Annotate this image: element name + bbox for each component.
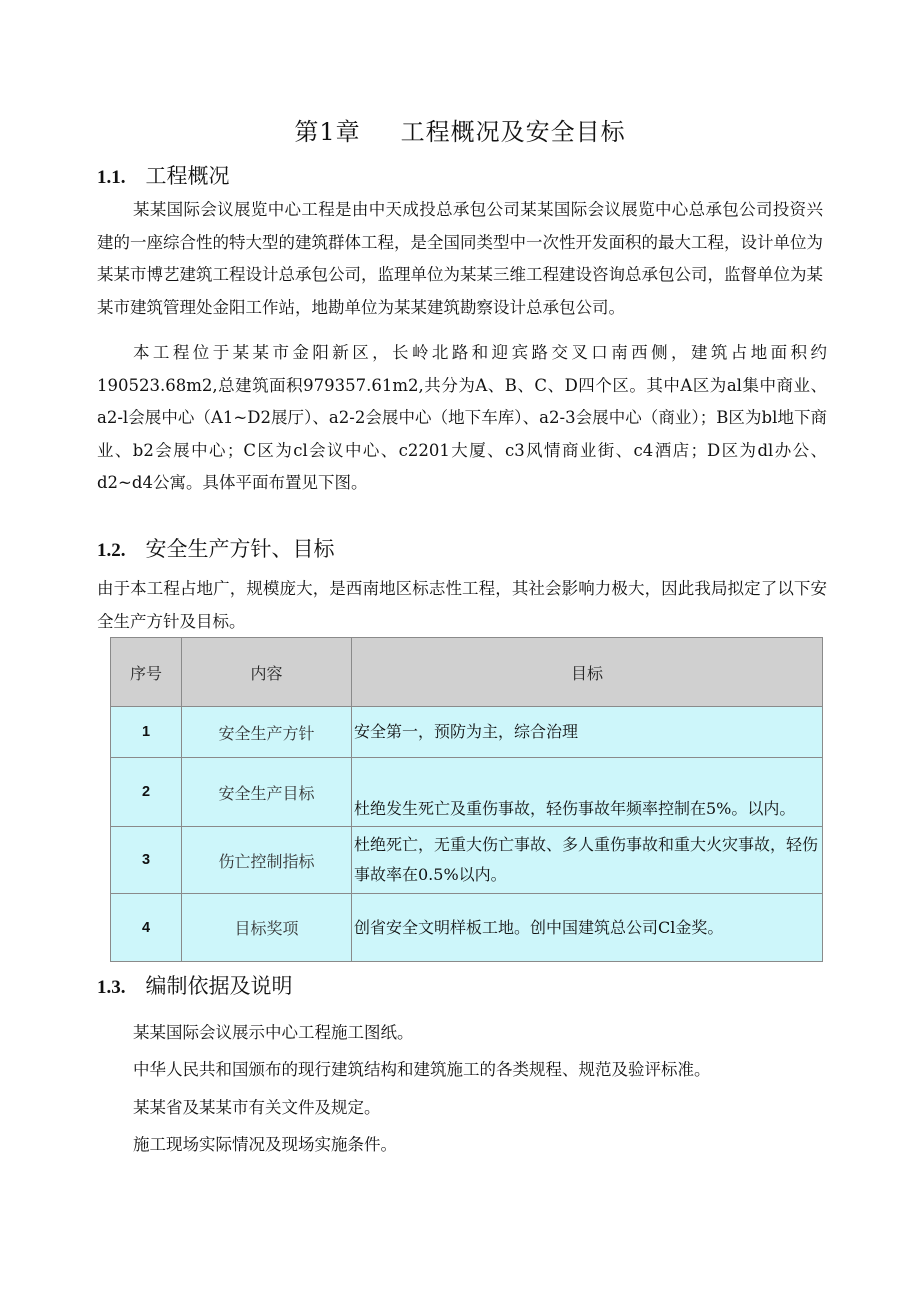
- section-number: 1.2.: [97, 540, 126, 561]
- row-no: 3: [111, 827, 182, 894]
- overview-paragraph-2: 本工程位于某某市金阳新区，长岭北路和迎宾路交叉口南西侧，建筑占地面积约190523.68m2,总建筑面积979357.61m2,共分为A、B、C、D四个区。其中A区为al集中商业、a2-l会展中心（A1~D2展厅）、a2-2会展中心（地下车库）、a2-3会展中心（商业）；B区为bl地下商业、b2会展中心；C区为cl会议中心、c2201大厦、c3风情商业街、c4酒店；D区为dl办公、d2~d4公寓。具体平面布置见下图。: [97, 343, 827, 492]
- overview-paragraph-1: 某某国际会议展览中心工程是由中天成投总承包公司某某国际会议展览中心总承包公司投资兴建的一座综合性的特大型的建筑群体工程，是全国同类型中一次性开发面积的最大工程，设计单位为某某市博艺建筑工程设计总承包公司，监理单位为某某三维工程建设咨询总承包公司，监督单位为某某市建筑管理处金阳工作站，地勘单位为某某建筑勘察设计总承包公司。: [97, 200, 823, 317]
- section-heading-overview: [97, 160, 230, 190]
- safety-goals-table: [110, 637, 823, 962]
- row-item: 伤亡控制指标: [182, 827, 352, 894]
- table-row: [111, 894, 823, 962]
- row-item: 安全生产目标: [182, 758, 352, 827]
- table-row: [111, 707, 823, 758]
- row-item: 目标奖项: [182, 894, 352, 962]
- row-goal: 杜绝发生死亡及重伤事故，轻伤事故年频率控制在5%。以内。: [352, 758, 823, 827]
- table-row: [111, 758, 823, 827]
- chapter-title: [0, 112, 920, 147]
- row-goal: 安全第一，预防为主，综合治理: [352, 707, 823, 758]
- section-heading-safety: [97, 533, 335, 563]
- basis-item: 某某国际会议展示中心工程施工图纸。: [133, 1023, 414, 1042]
- section-title: 工程概况: [145, 164, 230, 188]
- basis-item: 中华人民共和国颁布的现行建筑结构和建筑施工的各类规程、规范及验评标准。: [133, 1060, 711, 1079]
- table-header-row: [111, 638, 823, 707]
- header-no: 序号: [111, 638, 182, 707]
- section-title: 编制依据及说明: [145, 974, 293, 998]
- basis-item: 某某省及某某市有关文件及规定。: [133, 1098, 381, 1117]
- row-no: 4: [111, 894, 182, 962]
- row-goal: 创省安全文明样板工地。创中国建筑总公司Cl金奖。: [352, 894, 823, 962]
- section-title: 安全生产方针、目标: [145, 537, 335, 561]
- chapter-heading: 工程概况及安全目标: [400, 118, 626, 146]
- table-row: [111, 827, 823, 894]
- header-content: 内容: [182, 638, 352, 707]
- section-number: 1.3.: [97, 977, 126, 998]
- chapter-number: 第1章: [294, 118, 361, 146]
- row-item: 安全生产方针: [182, 707, 352, 758]
- section-heading-basis: [97, 970, 293, 1000]
- safety-intro: 由于本工程占地广，规模庞大，是西南地区标志性工程，其社会影响力极大，因此我局拟定了以下安全生产方针及目标。: [97, 579, 827, 631]
- row-no: 2: [111, 758, 182, 827]
- basis-item: 施工现场实际情况及现场实施条件。: [133, 1135, 397, 1154]
- row-goal: 杜绝死亡，无重大伤亡事故、多人重伤事故和重大火灾事故，轻伤事故率在0.5%以内。: [352, 827, 823, 894]
- header-goal: 目标: [352, 638, 823, 707]
- row-no: 1: [111, 707, 182, 758]
- section-number: 1.1.: [97, 167, 126, 188]
